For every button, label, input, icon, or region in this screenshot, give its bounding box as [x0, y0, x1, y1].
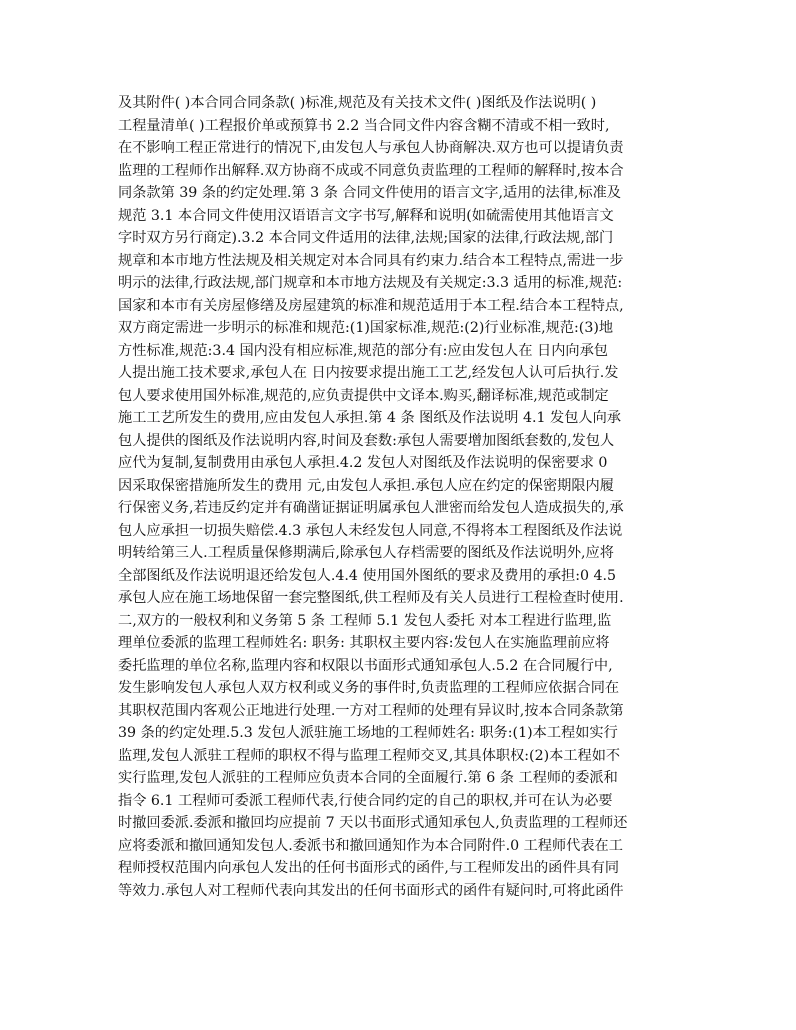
text-line: 全部图纸及作法说明退还给发包人.4.4 使用国外图纸的要求及费用的承担:0 4.5: [118, 567, 617, 584]
text-line: 应代为复制,复制费用由承包人承担.4.2 发包人对图纸及作法说明的保密要求 0: [118, 455, 608, 471]
text-line: 其职权范围内客观公正地进行处理.一方对工程师的处理有异议时,按本合同条款第: [118, 702, 624, 719]
text-line: 字时双方另行商定).3.2 本合同文件适用的法律,法规;国家的法律,行政法规,部门: [118, 230, 614, 246]
text-line: 指令 6.1 工程师可委派工程师代表,行使合同约定的自己的职权,并可在认为必要: [118, 792, 613, 809]
text-line: 实行监理,发包人派驻的工程师应负责本合同的全面履行.第 6 条 工程师的委派和: [118, 770, 618, 786]
text-line: 包人要求使用国外标准,规范的,应负责提供中文译本.购买,翻译标准,规范或制定: [118, 387, 609, 404]
text-line: 工程量清单( )工程报价单或预算书 2.2 当合同文件内容含糊不清或不相一致时,: [118, 117, 610, 134]
text-line: 及其附件( )本合同合同条款( )标准,规范及有关技术文件( )图纸及作法说明( ): [118, 95, 597, 111]
text-line: 人提出施工技术要求,承包人在 日内按要求提出施工工艺,经发包人认可后执行.发: [118, 365, 619, 381]
text-line: 同条款第 39 条的约定处理.第 3 条 合同文件使用的语言文字,适用的法律,标准及: [118, 185, 621, 201]
text-line: 规范 3.1 本合同文件使用汉语语言文字书写,解释和说明(如硫需使用其他语言文: [118, 207, 614, 224]
text-line: 施工工艺所发生的费用,应由发包人承担.第 4 条 图纸及作法说明 4.1 发包人向承: [118, 410, 621, 426]
text-line: 监理,发包人派驻工程师的职权不得与监理工程师交叉,其具体职权:(2)本工程如不: [118, 747, 621, 764]
text-line: 发生影响发包人承包人双方权利或义务的事件时,负责监理的工程师应依据合同在: [118, 680, 620, 696]
text-line: 规章和本市地方性法规及相关规定对本合同具有约束力.结合本工程特点,需进一步: [118, 252, 624, 269]
text-line: 因采取保密措施所发生的费用 元,由发包人承担.承包人应在约定的保密期限内履: [118, 477, 614, 494]
contract-body-text: [118, 92, 690, 902]
text-line: 时撤回委派.委派和撤回均应提前 7 天以书面形式通知承包人,负责监理的工程师还: [118, 815, 628, 831]
text-line: 39 条的约定处理.5.3 发包人派驻施工场地的工程师姓名: 职务:(1)本工程如实行: [118, 725, 618, 741]
text-line: 委托监理的单位名称,监理内容和权限以书面形式通知承包人.5.2 在合同履行中,: [118, 657, 613, 674]
text-line: 行保密义务,若违反约定并有确凿证据证明属承包人泄密而给发包人造成损失的,承: [118, 500, 624, 516]
text-line: 包人应承担一切损失赔偿.4.3 承包人未经发包人同意,不得将本工程图纸及作法说: [118, 522, 623, 539]
text-line: 明转给第三人.工程质量保修期满后,除承包人存档需要的图纸及作法说明外,应将: [118, 545, 614, 561]
text-line: 承包人应在施工场地保留一套完整图纸,供工程师及有关人员进行工程检查时使用.: [118, 590, 624, 606]
text-line: 在不影响工程正常进行的情况下,由发包人与承包人协商解决.双方也可以提请负责: [118, 140, 624, 156]
text-line: 双方商定需进一步明示的标准和规范:(1)国家标准,规范:(2)行业标准,规范:(3)地: [118, 320, 614, 336]
text-line: 理单位委派的监理工程师姓名: 职务: 其职权主要内容:发包人在实施监理前应将: [118, 635, 610, 651]
text-line: 应将委派和撤回通知发包人.委派书和撤回通知作为本合同附件.0 工程师代表在工: [118, 837, 623, 854]
text-line: 明示的法律,行政法规,部门规章和本市地方法规及有关规定:3.3 适用的标准,规范:: [118, 275, 623, 291]
text-line: 监理的工程师作出解释.双方协商不成或不同意负责监理的工程师的解释时,按本合: [118, 162, 624, 179]
text-line: 二,双方的一般权利和义务第 5 条 工程师 5.1 发包人委托 对本工程进行监理,监: [118, 612, 612, 629]
text-line: 方性标准,规范:3.4 国内没有相应标准,规范的部分有:应由发包人在 日内向承包: [118, 342, 608, 359]
text-line: 国家和本市有关房屋修缮及房屋建筑的标准和规范适用于本工程.结合本工程特点,: [118, 297, 624, 314]
text-line: 包人提供的图纸及作法说明内容,时间及套数:承包人需要增加图纸套数的,发包人: [118, 432, 615, 449]
text-line: 等效力.承包人对工程师代表向其发出的任何书面形式的函件有疑问时,可将此函件: [118, 882, 624, 899]
text-line: 程师授权范围内向承包人发出的任何书面形式的函件,与工程师发出的函件具有同: [118, 860, 620, 876]
